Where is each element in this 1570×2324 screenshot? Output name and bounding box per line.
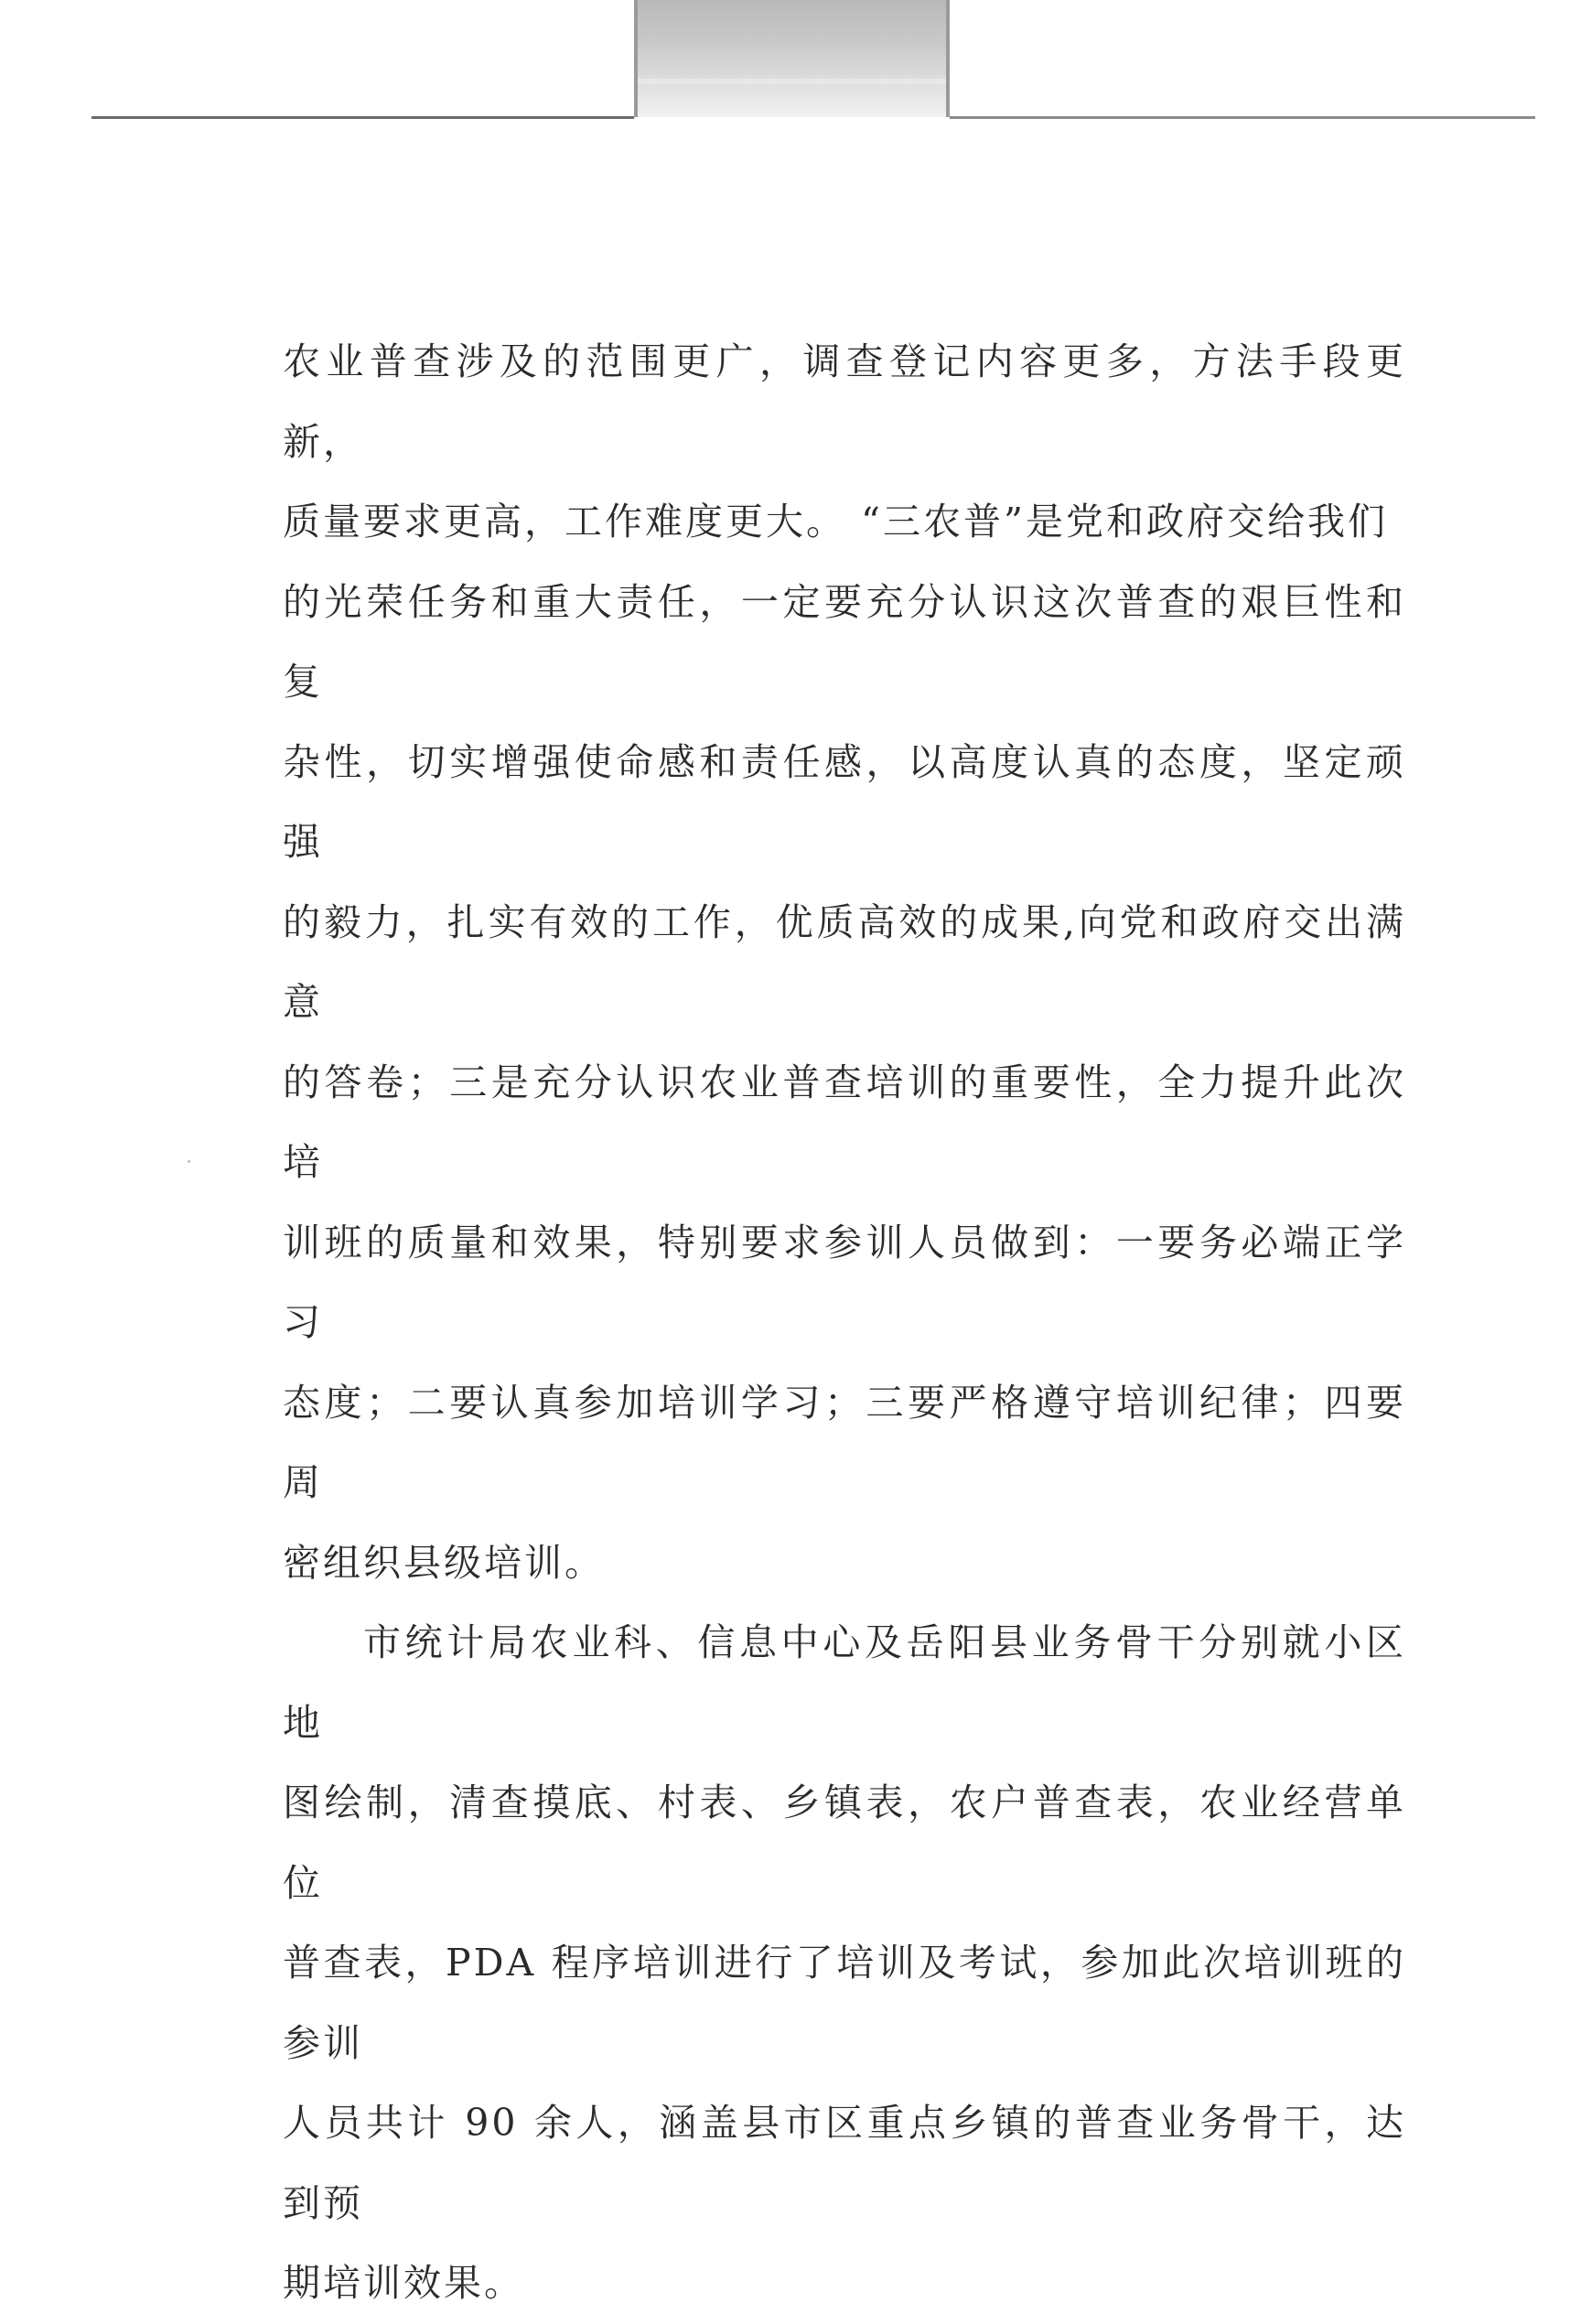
scan-edge-line-left bbox=[91, 116, 634, 119]
text-line: 密组织县级培训。 bbox=[283, 1540, 605, 1585]
text-line: 普查表，PDA 程序培训进行了培训及考试，参加此次培训班的参训 bbox=[283, 1941, 1406, 2065]
paragraph-training-summary bbox=[283, 1603, 1406, 2324]
text-line: 图绘制，清查摸底、村表、乡镇表，农户普查表，农业经营单位 bbox=[283, 1781, 1406, 1905]
text-line: 农业普查涉及的范围更广，调查登记内容更多，方法手段更新， bbox=[283, 339, 1406, 464]
text-line: 的光荣任务和重大责任，一定要充分认识这次普查的艰巨性和复 bbox=[283, 579, 1406, 704]
text-line: 人员共计 90 余人，涵盖县市区重点乡镇的普查业务骨干，达到预 bbox=[283, 2101, 1406, 2225]
scan-speck bbox=[188, 1160, 190, 1163]
text-line: 的答卷；三是充分认识农业普查培训的重要性，全力提升此次培 bbox=[283, 1060, 1406, 1184]
text-line: 质量要求更高，工作难度更大。 “三农普”是党和政府交给我们 bbox=[283, 500, 1388, 543]
text-line: 杂性，切实增强使命感和责任感，以高度认真的态度，坚定顽强 bbox=[283, 739, 1406, 864]
scan-edge-line-right bbox=[950, 116, 1535, 119]
text-line: 的毅力，扎实有效的工作，优质高效的成果,向党和政府交出满意 bbox=[283, 899, 1406, 1024]
paragraph-training-requirements bbox=[283, 322, 1406, 1603]
document-body bbox=[283, 322, 1406, 2324]
text-line: 市统计局农业科、信息中心及岳阳县业务骨干分别就小区地 bbox=[283, 1620, 1406, 1745]
text-line: 态度；二要认真参加培训学习；三要严格遵守培训纪律；四要周 bbox=[283, 1380, 1406, 1504]
scanner-clip-mark bbox=[634, 0, 950, 117]
text-line: 期培训效果。 bbox=[283, 2261, 524, 2305]
text-line: 训班的质量和效果，特别要求参训人员做到：一要务必端正学习 bbox=[283, 1220, 1406, 1344]
